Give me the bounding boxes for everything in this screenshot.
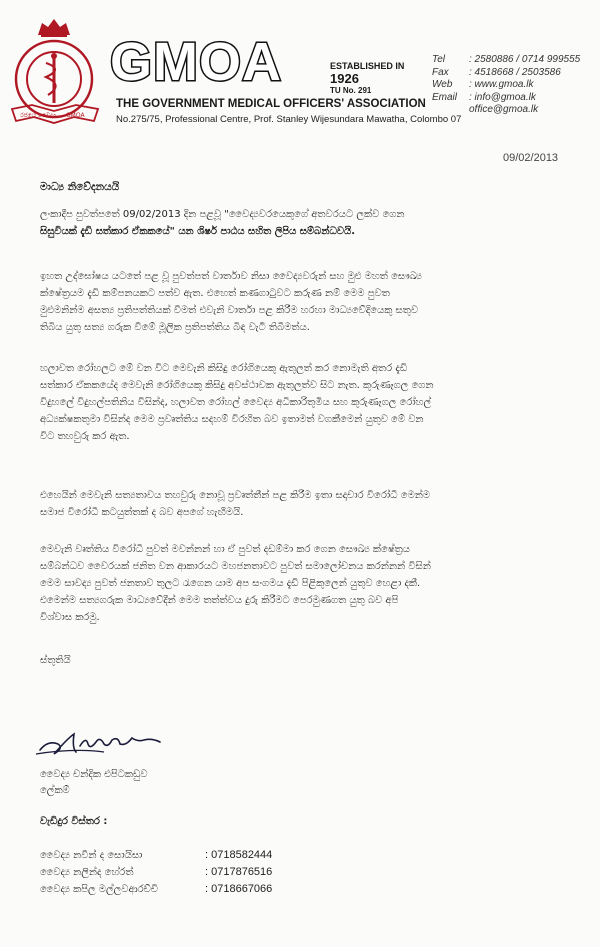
contact-phone: : 0717876516 bbox=[205, 866, 273, 878]
contact-name: වෛද්‍ය නලින්ද හේරත් bbox=[40, 867, 134, 878]
tu-number: TU No. 291 bbox=[330, 86, 372, 95]
paragraph-3 bbox=[40, 487, 568, 521]
svg-text:රජයේ වෛද්‍ය: රජයේ වෛද්‍ය bbox=[20, 112, 56, 119]
tel-value: : 2580886 / 0714 999555 bbox=[469, 54, 581, 65]
intro-line: සිසුවියක් දැඩි සත්කාර ඒකකයේ" යන ශිර්ෂ පාඨය සහිත ලිපිය සම්බන්ධවයි. bbox=[40, 226, 356, 237]
paragraph-line: හලාවත රෝහලට මේ වන විට මෙවැනි කිසිදු රෝගියෙකු ඇතුලත් කර නොමැති අතර දැඩි bbox=[40, 363, 408, 374]
established-block bbox=[330, 61, 404, 96]
contact-phone: : 0718582444 bbox=[205, 849, 273, 861]
web-value[interactable]: : www.gmoa.lk bbox=[469, 79, 534, 90]
more-info-label: වැඩිදුර විස්තර : bbox=[40, 816, 108, 827]
paragraph-line: මෙවැනි වෘත්තිය විරෝධී පුවත් මවන්නන් හා ඒ පුවත් දඩම්මා කර ගෙන සෞඛ්‍ය ක්ෂේත්‍රය bbox=[40, 544, 410, 555]
signatory-name: වෛද්‍ය චන්දික එපිටකඩුව bbox=[40, 769, 148, 780]
letter-heading: මාධ්‍ය නිවේදනයයි bbox=[40, 181, 120, 193]
fax-label: Fax bbox=[432, 66, 449, 78]
fax-value: : 4518668 / 2503586 bbox=[469, 66, 561, 78]
paragraph-line: සම්බන්ධව වෛරයක් ජනිත වන ආකාරයට මහජනතාවට පුවත් සමාලෝචනය කරන්නන් විසින් bbox=[40, 561, 431, 572]
established-label: ESTABLISHED IN bbox=[330, 61, 405, 71]
paragraph-line: මෙම සාවද්‍ය පුවත් ජනතාව තුලට රැගෙන යාම අප සංගමය දැඩි පිළිකුලෙන් යුතුව හෙළා දකී. bbox=[40, 578, 421, 589]
paragraph-line: විශ්වාස කරමු. bbox=[40, 612, 100, 623]
association-name: THE GOVERNMENT MEDICAL OFFICERS' ASSOCIATION bbox=[116, 98, 426, 110]
paragraph-line: අධ්‍යක්ෂකතුමා විසින්ද මෙම ප්‍රවෘත්තිය සදහම් විරහිත බව ඉතාමත් වගකීමෙන් යුතුව මේ වන bbox=[40, 414, 424, 425]
paragraph-line: ක්ෂේත්‍රයම දැඩි කම්පනයකට පත්ව ඇත. එහෙත් කණගාටුවට කරුණ නම් මෙම පුවත bbox=[40, 288, 390, 299]
web-label: Web bbox=[432, 79, 453, 90]
paragraph-line: මුළුමනින්ම අසත්‍ය ප්‍රතිපත්තියක් වීමත් එවැනි වාර්තා පළ කිරීම හරහා මාධ්‍යවේදියෙකු සතුව bbox=[40, 305, 419, 316]
email-value-2[interactable]: office@gmoa.lk bbox=[469, 104, 539, 115]
email-value-1[interactable]: : info@gmoa.lk bbox=[469, 91, 536, 103]
contact-block bbox=[432, 54, 580, 117]
gmoa-emblem-icon bbox=[8, 13, 104, 131]
gmoa-wordmark: GMOA bbox=[110, 32, 282, 92]
association-address: No.275/75, Professional Centre, Prof. Stanley Wijesundara Mawatha, Colombo 07 bbox=[116, 114, 462, 125]
letter-date: 09/02/2013 bbox=[503, 152, 559, 164]
email-label: Email bbox=[432, 91, 458, 103]
paragraph-line: එමෙන්ම සත්‍යගරුක මාධ්‍යවේදීන් මෙම තත්ත්වය දුරු කිරීමට පෙරමුණගත යුතු බව අපි bbox=[40, 595, 399, 606]
signatory-title: ලේකම් bbox=[40, 785, 70, 796]
paragraph-line: විට තහවුරු කර ඇත. bbox=[40, 431, 130, 442]
signature-icon bbox=[34, 724, 164, 760]
paragraph-line: තිබිය යුතු සත්‍ය ගරුක වීමේ මූලික ප්‍රතිපත්තිය බිඳ වැටී තිබීමත්ය. bbox=[40, 322, 310, 333]
paragraph-line: ඉහත උද්ඝෝෂය යටතේ පළ වූ පුවත්පත් වාර්තාව නිසා වෛද්‍යවරුන් සහ මුළු මහත් සෞඛ්‍ය bbox=[40, 271, 422, 282]
paragraph-line: විදුහලේ විදුහල්පතිනිය විසින්ද, හලාවත රෝහල් වෛද්‍ය අධිකාරිතුමිය සහ කුරුණෑගල රෝහල් bbox=[40, 397, 432, 408]
svg-text:GMOA: GMOA bbox=[66, 112, 85, 119]
paragraph-line: එහෙයින් මෙවැනි සත්‍යතාවය තහවුරු නොවූ ප්‍රවෘත්තීන් පළ කිරීම ඉතා සදාචාර විරෝධී මෙන්ම bbox=[40, 490, 431, 501]
tel-label: Tel bbox=[432, 54, 445, 65]
paragraph-2 bbox=[40, 360, 568, 445]
intro-line: ලංකාදීප පුවත්පතේ 09/02/2013 දින පළවූ "වෛද්‍යවරයෙකුගේ අතවරයට ලක්ව ගෙන bbox=[40, 209, 405, 220]
closing: ස්තුතියි bbox=[40, 655, 71, 666]
paragraph-4 bbox=[40, 541, 568, 626]
established-year: 1926 bbox=[330, 71, 359, 86]
paragraph-line: සත්කාර ඒකකයේද මෙවැනි රෝගියෙකු කිසිදු අවස්ථාවක ඇතුලත්ව සිට නැත. කුරුණෑගල ගෙන bbox=[40, 380, 434, 391]
contact-name: වෛද්‍ය නවීන් ද සොයිසා bbox=[40, 850, 143, 861]
paragraph-1 bbox=[40, 268, 568, 336]
contact-name: වෛද්‍ය කපිල මල්ලවආරච්චි bbox=[40, 884, 159, 895]
paragraph-line: සමාජ විරෝධී කටයුත්තක් ද බව අපගේ හැඟීමයි. bbox=[40, 507, 244, 518]
contact-phone: : 0718667066 bbox=[205, 883, 273, 895]
intro-paragraph bbox=[40, 206, 568, 240]
